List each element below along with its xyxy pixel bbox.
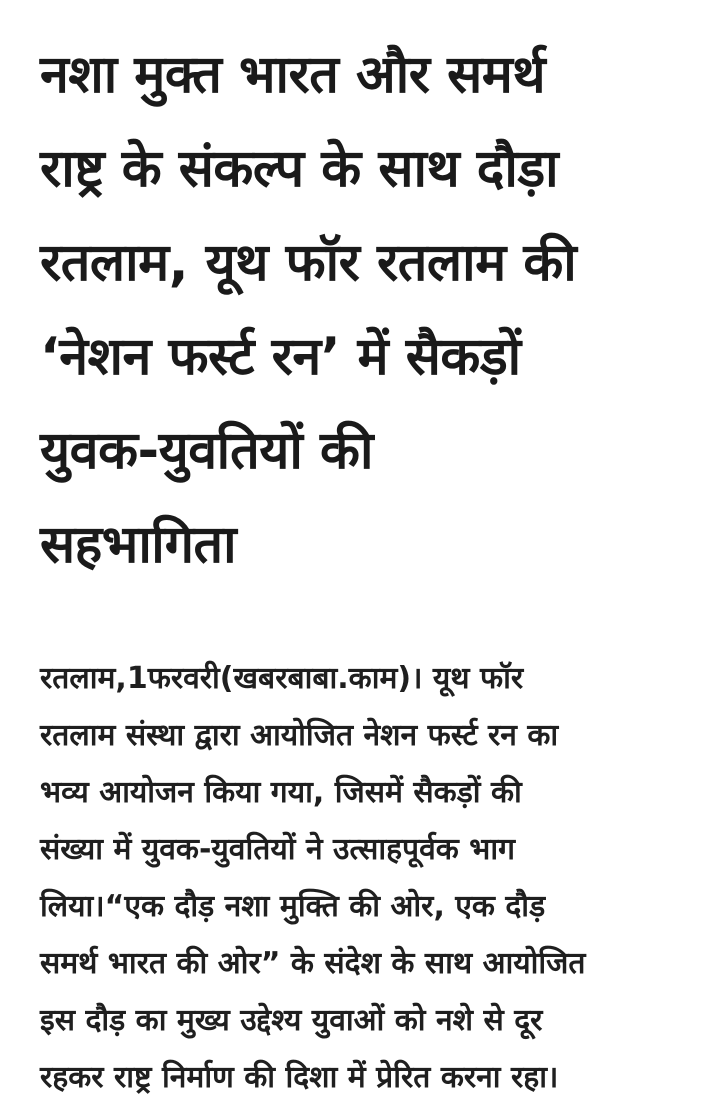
headline-line: युवक-युवतियों की	[40, 421, 373, 481]
body-line: रहकर राष्ट्र निर्माण की दिशा में प्रेरित करना रहा।	[40, 1060, 559, 1095]
headline-line: राष्ट्र के संकल्प के साथ दौड़ा	[40, 139, 559, 199]
body-line: इस दौड़ का मुख्य उद्देश्य युवाओं को नशे से दूर	[40, 1003, 543, 1038]
news-article	[40, 28, 690, 1106]
headline-line: सहभागिता	[40, 515, 237, 575]
article-headline	[40, 28, 690, 592]
body-line: भव्य आयोजन किया गया, जिसमें सैकड़ों की	[40, 775, 522, 810]
body-line: लिया।“एक दौड़ नशा मुक्ति की ओर, एक दौड़	[40, 889, 546, 924]
body-line: रतलाम,1फरवरी(खबरबाबा.काम)। यूथ फॉर	[40, 661, 524, 696]
body-line: रतलाम संस्था द्वारा आयोजित नेशन फर्स्ट रन का	[40, 718, 559, 753]
headline-line: ‘नेशन फर्स्ट रन’ में सैकड़ों	[40, 327, 521, 387]
body-line: संख्या में युवक-युवतियों ने उत्साहपूर्वक भाग	[40, 832, 516, 867]
article-body	[40, 650, 690, 1106]
headline-line: नशा मुक्त भारत और समर्थ	[40, 45, 546, 105]
body-line: समर्थ भारत की ओर” के संदेश के साथ आयोजित	[40, 946, 586, 981]
headline-line: रतलाम, यूथ फॉर रतलाम की	[40, 233, 577, 293]
